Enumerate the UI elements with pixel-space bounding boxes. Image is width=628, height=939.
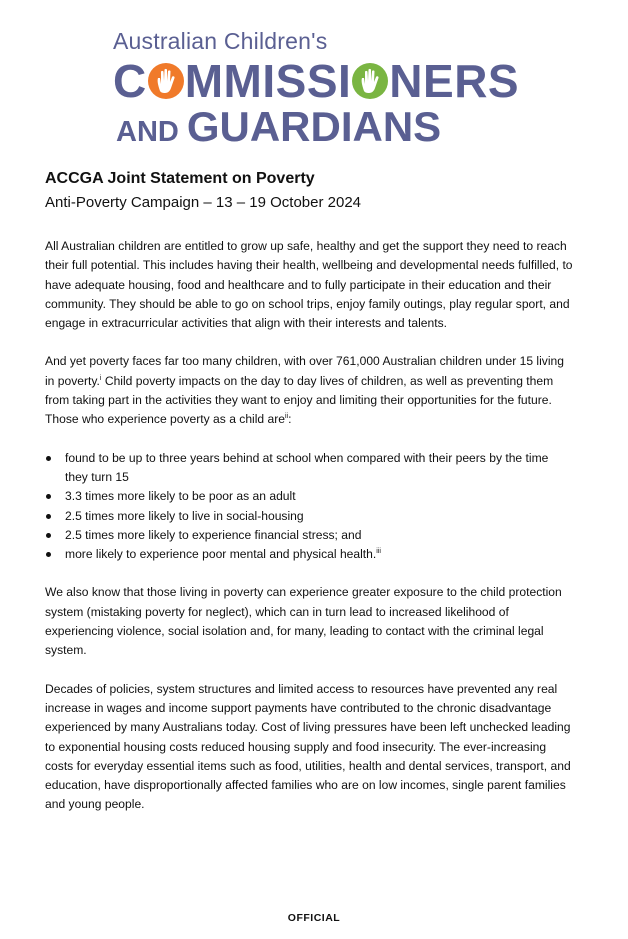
bullet-icon <box>46 514 51 519</box>
logo-commissioners-line <box>113 55 520 107</box>
paragraph-text: : <box>288 412 292 427</box>
paragraph-text: And yet poverty faces far too many children, with over 761,000 Australian children under 15 living in poverty. <box>45 354 564 388</box>
bullet-icon <box>46 552 51 557</box>
list-item <box>45 545 573 564</box>
list-item-text: found to be up to three years behind at school when compared with their peers by the time they turn 15 <box>65 450 549 484</box>
bullet-icon <box>46 494 51 499</box>
outcomes-list <box>45 449 573 565</box>
logo-guardians-line <box>116 103 442 150</box>
endnote-ref[interactable]: iii <box>376 548 381 556</box>
green-hand-icon <box>352 63 388 99</box>
paragraph-poverty-facts <box>45 352 573 429</box>
logo-guardians: GUARDIANS <box>186 103 442 150</box>
list-item <box>45 526 573 545</box>
list-item <box>45 487 573 506</box>
endnote-ref[interactable]: i <box>99 374 102 382</box>
list-item <box>45 507 573 526</box>
list-item-text: more likely to experience poor mental and physical health. <box>65 547 377 562</box>
logo-letters-ners: NERS <box>389 55 520 107</box>
paragraph-entitlements: All Australian children are entitled to grow up safe, healthy and get the support they need to reach their full potential. This includes having their health, wellbeing and developmental needs fulfilled, to have adequate housing, food and healthcare and to fully participate in their education and their community. They should be able to go on school trips, enjoy family outings, play regular sport, and engage in extracurricular activities that align with their interests and talents. <box>45 239 573 331</box>
list-item-text: 3.3 times more likely to be poor as an adult <box>65 489 296 504</box>
list-item <box>45 449 573 488</box>
bullet-icon <box>46 456 51 461</box>
page-subtitle: Anti-Poverty Campaign – 13 – 19 October 2024 <box>45 194 362 211</box>
logo-top-line: Australian Children's <box>113 28 328 54</box>
logo-letter-c: C <box>113 55 147 107</box>
logo-and: AND <box>116 115 179 148</box>
endnote-ref[interactable]: ii <box>285 413 289 421</box>
list-item-text: 2.5 times more likely to experience financial stress; and <box>65 527 362 542</box>
logo-letters-mmissi: MMISSI <box>184 55 352 107</box>
organisation-logo <box>113 28 520 150</box>
paragraph-decades-of-policies: Decades of policies, system structures and limited access to resources have prevented any real increase in wages and income support payments have contributed to the chronic disadvantage experienced by many Australians today. Cost of living pressures have been left unchecked leading to exponential housing costs reduced housing supply and food insecurity. The ever-increasing costs for everyday essential items such as food, utilities, health and dental services, transport, and education, have disproportionally affected families who are on low incomes, single parent families and young people. <box>45 681 571 812</box>
statement-body <box>45 237 573 834</box>
paragraph-text: Child poverty impacts on the day to day lives of children, as well as preventing them from taking part in the activities they want to enjoy and limiting their opportunities for the future. Those who experience poverty as a child are <box>45 373 554 427</box>
paragraph-child-protection: We also know that those living in poverty can experience greater exposure to the child protection system (mistaking poverty for neglect), which can in turn lead to increased likelihood of experiencing violence, social isolation and, for many, leading to contact with the criminal legal system. <box>45 585 562 658</box>
page-title: ACCGA Joint Statement on Poverty <box>45 170 315 187</box>
bullet-icon <box>46 533 51 538</box>
orange-hand-icon <box>148 63 184 99</box>
list-item-text: 2.5 times more likely to live in social-housing <box>65 508 304 523</box>
security-classification: OFFICIAL <box>287 912 341 924</box>
